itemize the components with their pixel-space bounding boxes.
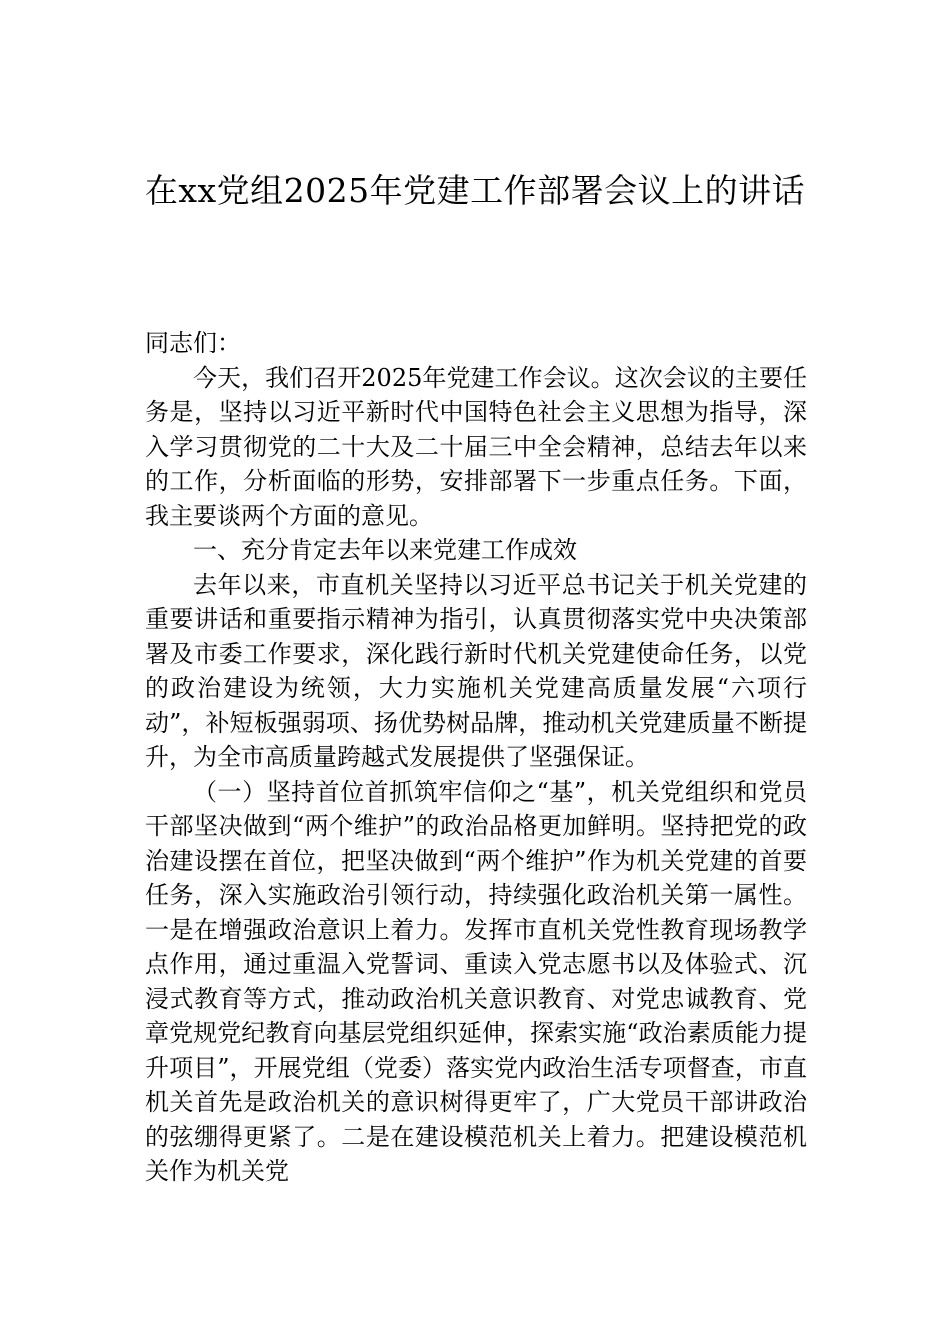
document-title: 在xx党组2025年党建工作部署会议上的讲话 <box>144 171 806 210</box>
paragraph-achievements: 去年以来，市直机关坚持以习近平总书记关于机关党建的重要讲话和重要指示精神为指引，认真贯彻落实党中央决策部署及市委工作要求，深化践行新时代机关党建使命任务，以党的政治建设为统领，大力实施机关党建高质量发展“六项行动”，补短板强弱项、扬优势树品牌，推动机关党建质量不断提升，为全市高质量跨越式发展提供了坚强保证。 <box>145 570 807 771</box>
paragraph-subsection-1: （一）坚持首位首抓筑牢信仰之“基”，机关党组织和党员干部坚决做到“两个维护”的政治品格更加鲜明。坚持把党的政治建设摆在首位，把坚决做到“两个维护”作为机关党建的首要任务，深入实施政治引领行动，持续强化政治机关第一属性。一是在增强政治意识上着力。发挥市直机关党性教育现场教学点作用，通过重温入党誓词、重读入党志愿书以及体验式、沉浸式教育等方式，推动政治机关意识教育、对党忠诚教育、党章党规党纪教育向基层党组织延伸，探索实施“政治素质能力提升项目”，开展党组（党委）落实党内政治生活专项督查，市直机关首先是政治机关的意识树得更牢了，广大党员干部讲政治的弦绷得更紧了。二是在建设模范机关上着力。把建设模范机关作为机关党 <box>145 777 807 1185</box>
salutation: 同志们： <box>145 329 241 357</box>
document-body <box>145 326 807 1189</box>
section-heading-1: 一、充分肯定去年以来党建工作成效 <box>193 536 577 564</box>
paragraph-intro: 今天，我们召开2025年党建工作会议。这次会议的主要任务是，坚持以习近平新时代中国特色社会主义思想为指导，深入学习贯彻党的二十大及二十届三中全会精神，总结去年以来的工作，分析面临的形势，安排部署下一步重点任务。下面，我主要谈两个方面的意见。 <box>145 363 807 530</box>
